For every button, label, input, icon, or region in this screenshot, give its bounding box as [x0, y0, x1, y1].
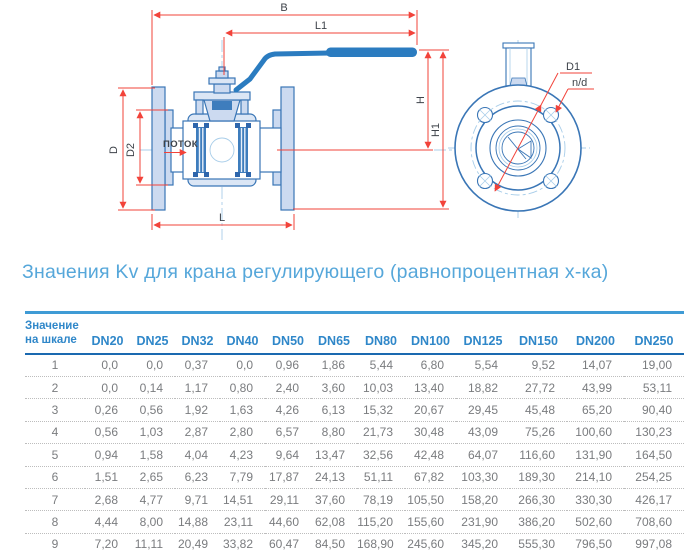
- dim-label-h1: H1: [430, 122, 442, 138]
- kv-value: 1,86: [321, 358, 345, 373]
- kv-table-container: [25, 311, 684, 555]
- kv-value: 53,11: [624, 376, 684, 398]
- kv-value: 44,60: [265, 511, 311, 533]
- kv-value: 1,63: [220, 399, 265, 421]
- kv-value: 386,20: [510, 511, 567, 533]
- kv-value: 2,40: [265, 376, 311, 398]
- kv-value: 105,50: [405, 488, 456, 510]
- scale-value: 9: [25, 533, 85, 555]
- kv-value: 9,71: [175, 488, 220, 510]
- kv-value: 245,60: [405, 533, 456, 555]
- kv-value: 42,48: [405, 444, 456, 466]
- dim-label-h: H: [415, 96, 427, 104]
- scale-value: 8: [25, 511, 85, 533]
- kv-value: 11,11: [130, 533, 175, 555]
- kv-value: 0,0: [101, 358, 118, 373]
- kv-value: 5,54: [474, 358, 498, 373]
- flow-label: ПОТОК: [163, 139, 198, 150]
- table-row: [25, 421, 684, 443]
- column-header-dn40: DN40: [220, 313, 265, 354]
- right-flange: [281, 87, 294, 210]
- row-header: [25, 313, 85, 354]
- kv-value: 13,47: [311, 444, 357, 466]
- kv-value: 1,03: [130, 421, 175, 443]
- kv-value: 555,30: [510, 533, 567, 555]
- kv-value: 2,68: [85, 488, 130, 510]
- kv-value: 100,60: [567, 421, 624, 443]
- kv-value: 426,17: [624, 488, 684, 510]
- kv-value: 254,25: [624, 466, 684, 488]
- dim-label-l: L: [218, 212, 226, 224]
- kv-value: 1,58: [130, 444, 175, 466]
- kv-value: 796,50: [567, 533, 624, 555]
- kv-value: 0,56: [85, 421, 130, 443]
- table-row: [25, 444, 684, 466]
- column-header-dn125: DN125: [456, 313, 510, 354]
- scale-value: 6: [25, 466, 85, 488]
- kv-value: 2,80: [220, 421, 265, 443]
- valve-drawing: [0, 0, 700, 252]
- column-header-dn20: DN20: [85, 313, 130, 354]
- table-row: [25, 511, 684, 533]
- kv-value: 330,30: [567, 488, 624, 510]
- kv-value: 0,80: [220, 376, 265, 398]
- column-header-dn150: DN150: [510, 313, 567, 354]
- valve-body: [183, 121, 260, 179]
- kv-value: 4,23: [220, 444, 265, 466]
- kv-value: 67,82: [405, 466, 456, 488]
- scale-value: 3: [25, 399, 85, 421]
- kv-value: 14,88: [175, 511, 220, 533]
- kv-value: 21,73: [357, 421, 405, 443]
- kv-value: 0,26: [85, 399, 130, 421]
- kv-value: 8,80: [311, 421, 357, 443]
- table-row: [25, 488, 684, 510]
- kv-value: 14,51: [220, 488, 265, 510]
- kv-value: 158,20: [456, 488, 510, 510]
- dim-label-b: B: [280, 2, 288, 14]
- kv-value: 30,48: [405, 421, 456, 443]
- kv-value: 502,60: [567, 511, 624, 533]
- column-header-dn25: DN25: [130, 313, 175, 354]
- kv-value: 168,90: [357, 533, 405, 555]
- kv-value: 14,07: [581, 358, 612, 373]
- kv-value: 6,57: [265, 421, 311, 443]
- kv-value: 7,20: [85, 533, 130, 555]
- kv-value: 43,99: [567, 376, 624, 398]
- kv-value: 9,52: [531, 358, 555, 373]
- kv-value: 6,23: [175, 466, 220, 488]
- row-header-line2: на шкале: [25, 333, 77, 346]
- kv-value: 4,26: [265, 399, 311, 421]
- scale-value: 5: [25, 444, 85, 466]
- kv-value: 7,79: [220, 466, 265, 488]
- kv-value: 19,00: [641, 358, 672, 373]
- kv-value: 997,08: [624, 533, 684, 555]
- kv-value: 64,07: [456, 444, 510, 466]
- scale-value: 1: [51, 358, 59, 373]
- kv-value: 115,20: [357, 511, 405, 533]
- kv-value: 24,13: [311, 466, 357, 488]
- kv-value: 0,96: [275, 358, 299, 373]
- kv-value: 0,37: [184, 358, 208, 373]
- kv-value: 0,56: [130, 399, 175, 421]
- table-row: [25, 376, 684, 398]
- kv-value: 0,94: [85, 444, 130, 466]
- kv-value: 17,87: [265, 466, 311, 488]
- kv-value: 708,60: [624, 511, 684, 533]
- kv-value: 0,0: [236, 358, 253, 373]
- kv-value: 4,04: [175, 444, 220, 466]
- kv-value: 51,11: [357, 466, 405, 488]
- row-header-line1: Значение: [25, 320, 79, 332]
- scale-value: 4: [25, 421, 85, 443]
- kv-value: 32,56: [357, 444, 405, 466]
- kv-value: 90,40: [624, 399, 684, 421]
- column-header-dn200: DN200: [567, 313, 624, 354]
- scale-value: 2: [25, 376, 85, 398]
- dim-label-d: D: [108, 146, 120, 154]
- kv-value: 10,03: [357, 376, 405, 398]
- kv-value: 5,44: [369, 358, 393, 373]
- kv-value: 4,44: [85, 511, 130, 533]
- kv-table-body: [25, 354, 684, 556]
- kv-value: 6,80: [420, 358, 444, 373]
- kv-value: 103,30: [456, 466, 510, 488]
- kv-value: 3,60: [311, 376, 357, 398]
- column-header-dn65: DN65: [311, 313, 357, 354]
- kv-value: 1,51: [85, 466, 130, 488]
- kv-value: 345,20: [456, 533, 510, 555]
- table-row: [25, 533, 684, 555]
- kv-value: 9,64: [265, 444, 311, 466]
- stem-assembly: [194, 67, 250, 121]
- kv-value: 15,32: [357, 399, 405, 421]
- kv-value: 0,14: [130, 376, 175, 398]
- kv-value: 6,13: [311, 399, 357, 421]
- kv-table-header-row: [25, 313, 684, 354]
- kv-value: 130,23: [624, 421, 684, 443]
- kv-value: 37,60: [311, 488, 357, 510]
- page-title: Значения Kv для крана регулирующего (равнопроцентная х-ка): [22, 261, 609, 283]
- column-header-dn250: DN250: [624, 313, 684, 354]
- kv-value: 189,30: [510, 466, 567, 488]
- column-header-dn50: DN50: [265, 313, 311, 354]
- kv-value: 116,60: [510, 444, 567, 466]
- dim-label-nd: n/d: [572, 77, 588, 89]
- kv-value: 20,67: [405, 399, 456, 421]
- kv-value: 27,72: [510, 376, 567, 398]
- kv-value: 23,11: [220, 511, 265, 533]
- kv-value: 266,30: [510, 488, 567, 510]
- kv-value: 0,0: [85, 376, 130, 398]
- kv-value: 65,20: [567, 399, 624, 421]
- end-view: [455, 43, 581, 211]
- kv-value: 84,50: [311, 533, 357, 555]
- kv-value: 214,10: [567, 466, 624, 488]
- kv-value: 1,92: [175, 399, 220, 421]
- kv-value: 18,82: [456, 376, 510, 398]
- dim-label-l1: L1: [314, 20, 328, 32]
- kv-value: 45,48: [510, 399, 567, 421]
- scale-value: 7: [25, 488, 85, 510]
- kv-value: 2,87: [175, 421, 220, 443]
- column-header-dn80: DN80: [357, 313, 405, 354]
- column-header-dn32: DN32: [175, 313, 220, 354]
- kv-table: [25, 311, 684, 555]
- kv-value: 2,65: [130, 466, 175, 488]
- kv-value: 4,77: [130, 488, 175, 510]
- kv-value: 8,00: [130, 511, 175, 533]
- kv-value: 155,60: [405, 511, 456, 533]
- handle-lever: [236, 48, 417, 91]
- kv-value: 0,0: [146, 358, 163, 373]
- column-header-dn100: DN100: [405, 313, 456, 354]
- table-row: [25, 466, 684, 488]
- kv-value: 13,40: [405, 376, 456, 398]
- dim-label-d1: D1: [566, 61, 581, 73]
- table-row: [25, 354, 684, 377]
- kv-value: 1,17: [175, 376, 220, 398]
- kv-value: 78,19: [357, 488, 405, 510]
- kv-value: 29,11: [265, 488, 311, 510]
- kv-value: 60,47: [265, 533, 311, 555]
- kv-value: 43,09: [456, 421, 510, 443]
- kv-value: 131,90: [567, 444, 624, 466]
- kv-value: 231,90: [456, 511, 510, 533]
- kv-value: 29,45: [456, 399, 510, 421]
- table-row: [25, 399, 684, 421]
- kv-value: 20,49: [175, 533, 220, 555]
- dim-label-d2: D2: [125, 142, 137, 158]
- kv-value: 62,08: [311, 511, 357, 533]
- kv-value: 164,50: [624, 444, 684, 466]
- kv-value: 33,82: [220, 533, 265, 555]
- kv-value: 75,26: [510, 421, 567, 443]
